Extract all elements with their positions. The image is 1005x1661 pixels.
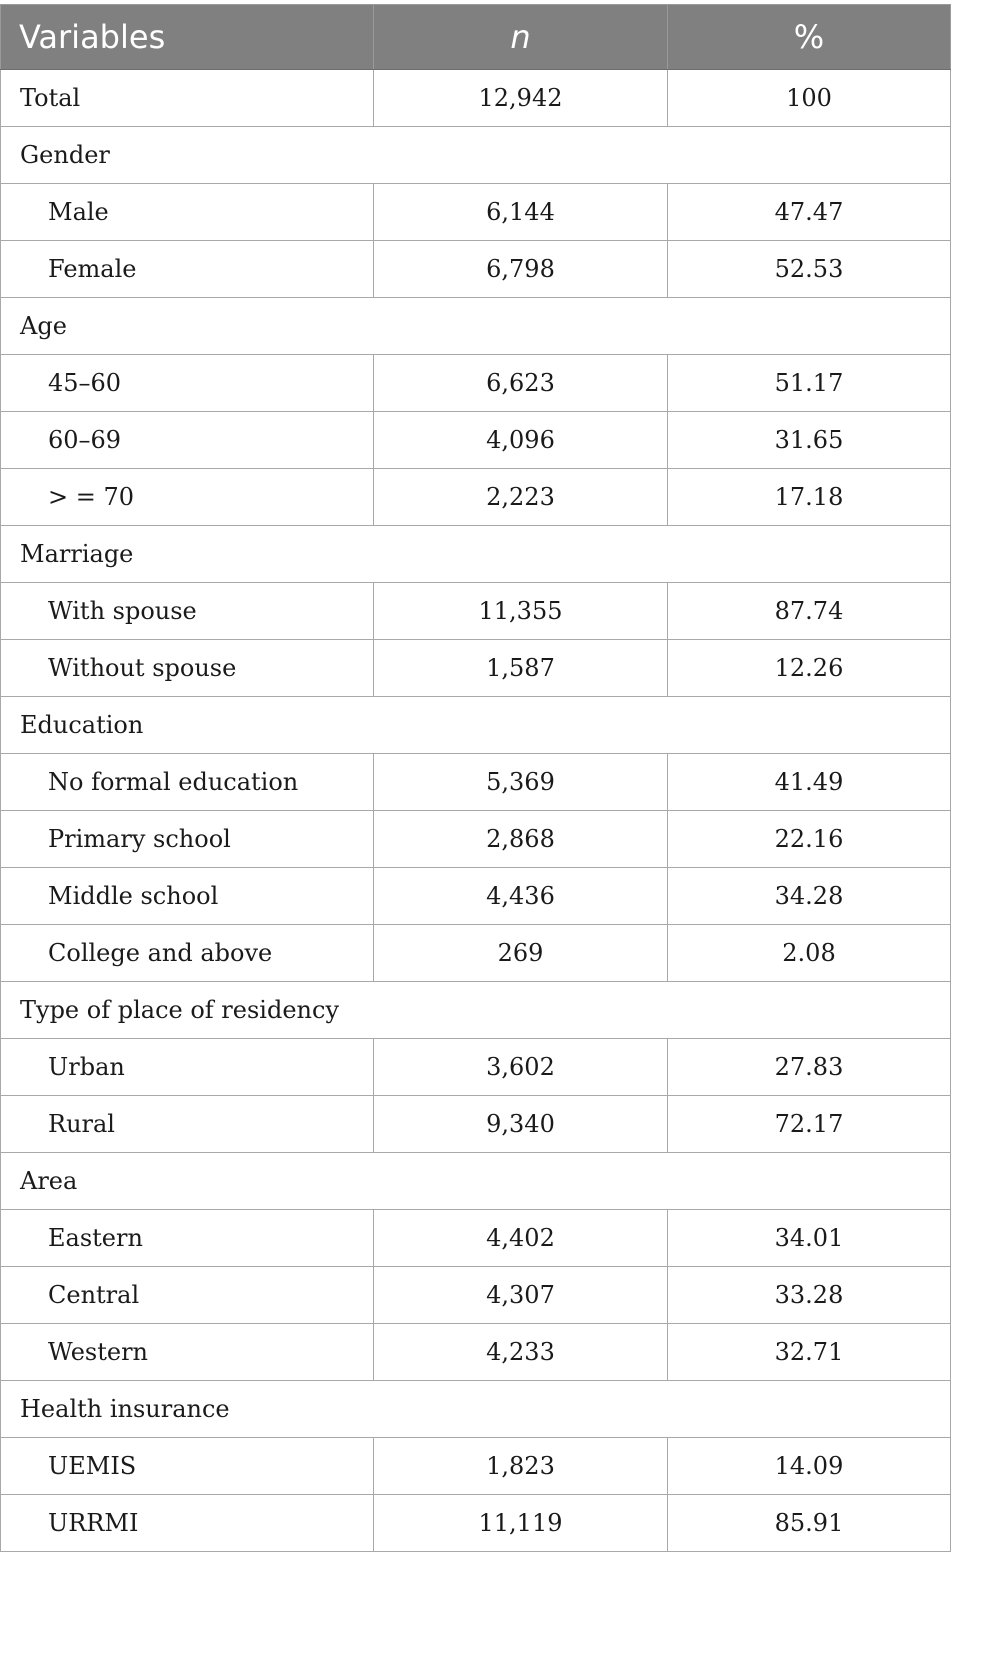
table-row: [1, 583, 951, 640]
row-percent: 52.53: [668, 241, 951, 298]
table-row: [1, 241, 951, 298]
table-group-row: [1, 982, 951, 1039]
row-n: 2,223: [374, 469, 668, 526]
row-n: 6,144: [374, 184, 668, 241]
row-label: Eastern: [1, 1210, 374, 1267]
row-percent: 2.08: [668, 925, 951, 982]
row-percent: 12.26: [668, 640, 951, 697]
row-percent: 41.49: [668, 754, 951, 811]
row-n: 6,798: [374, 241, 668, 298]
row-percent: 31.65: [668, 412, 951, 469]
table-group-row: [1, 1381, 951, 1438]
group-label: Education: [1, 697, 951, 754]
row-label: Middle school: [1, 868, 374, 925]
row-label: Central: [1, 1267, 374, 1324]
row-n: 5,369: [374, 754, 668, 811]
group-label: Age: [1, 298, 951, 355]
row-n: 4,307: [374, 1267, 668, 1324]
row-percent: 47.47: [668, 184, 951, 241]
table-group-row: [1, 1153, 951, 1210]
row-label: Rural: [1, 1096, 374, 1153]
table-group-row: [1, 526, 951, 583]
row-percent: 17.18: [668, 469, 951, 526]
table-row: [1, 355, 951, 412]
row-percent: 85.91: [668, 1495, 951, 1552]
row-percent: 87.74: [668, 583, 951, 640]
row-n: 11,355: [374, 583, 668, 640]
header-percent: %: [668, 5, 951, 70]
row-percent: 72.17: [668, 1096, 951, 1153]
header-row: [1, 5, 951, 70]
row-label: College and above: [1, 925, 374, 982]
row-percent: 27.83: [668, 1039, 951, 1096]
table-group-row: [1, 127, 951, 184]
row-label: Without spouse: [1, 640, 374, 697]
row-percent: 22.16: [668, 811, 951, 868]
row-label: Western: [1, 1324, 374, 1381]
row-label: Female: [1, 241, 374, 298]
table-row: [1, 640, 951, 697]
group-label: Health insurance: [1, 1381, 951, 1438]
row-n: 269: [374, 925, 668, 982]
table-row: [1, 1039, 951, 1096]
group-label: Type of place of residency: [1, 982, 951, 1039]
row-percent: 51.17: [668, 355, 951, 412]
row-label: UEMIS: [1, 1438, 374, 1495]
header-n: n: [374, 5, 668, 70]
row-percent: 34.01: [668, 1210, 951, 1267]
table-row: [1, 754, 951, 811]
row-percent: 100: [668, 70, 951, 127]
row-label: Urban: [1, 1039, 374, 1096]
row-n: 6,623: [374, 355, 668, 412]
table-row: [1, 412, 951, 469]
row-label: 45–60: [1, 355, 374, 412]
row-label: Primary school: [1, 811, 374, 868]
table-row: [1, 1495, 951, 1552]
row-n: 9,340: [374, 1096, 668, 1153]
table-row: [1, 1210, 951, 1267]
table-row: [1, 1267, 951, 1324]
row-n: 4,402: [374, 1210, 668, 1267]
row-n: 12,942: [374, 70, 668, 127]
row-percent: 34.28: [668, 868, 951, 925]
row-label: > = 70: [1, 469, 374, 526]
row-n: 4,096: [374, 412, 668, 469]
table-group-row: [1, 298, 951, 355]
table-row: [1, 868, 951, 925]
table-body: [1, 70, 951, 1552]
row-n: 3,602: [374, 1039, 668, 1096]
table-group-row: [1, 697, 951, 754]
table-row: [1, 469, 951, 526]
row-percent: 32.71: [668, 1324, 951, 1381]
group-label: Marriage: [1, 526, 951, 583]
row-percent: 14.09: [668, 1438, 951, 1495]
row-n: 1,823: [374, 1438, 668, 1495]
row-label: 60–69: [1, 412, 374, 469]
row-percent: 33.28: [668, 1267, 951, 1324]
group-label: Gender: [1, 127, 951, 184]
header-variables: Variables: [1, 5, 374, 70]
table-row: [1, 811, 951, 868]
table-row: [1, 184, 951, 241]
row-label: With spouse: [1, 583, 374, 640]
row-n: 4,233: [374, 1324, 668, 1381]
row-n: 11,119: [374, 1495, 668, 1552]
characteristics-table-container: [0, 4, 950, 1552]
row-n: 2,868: [374, 811, 668, 868]
row-label: Male: [1, 184, 374, 241]
row-n: 1,587: [374, 640, 668, 697]
row-label: No formal education: [1, 754, 374, 811]
table-row: [1, 70, 951, 127]
row-n: 4,436: [374, 868, 668, 925]
row-label: URRMI: [1, 1495, 374, 1552]
row-label: Total: [1, 70, 374, 127]
table-row: [1, 1438, 951, 1495]
group-label: Area: [1, 1153, 951, 1210]
characteristics-table: [0, 4, 951, 1552]
table-row: [1, 925, 951, 982]
table-header: [1, 5, 951, 70]
table-row: [1, 1324, 951, 1381]
table-row: [1, 1096, 951, 1153]
